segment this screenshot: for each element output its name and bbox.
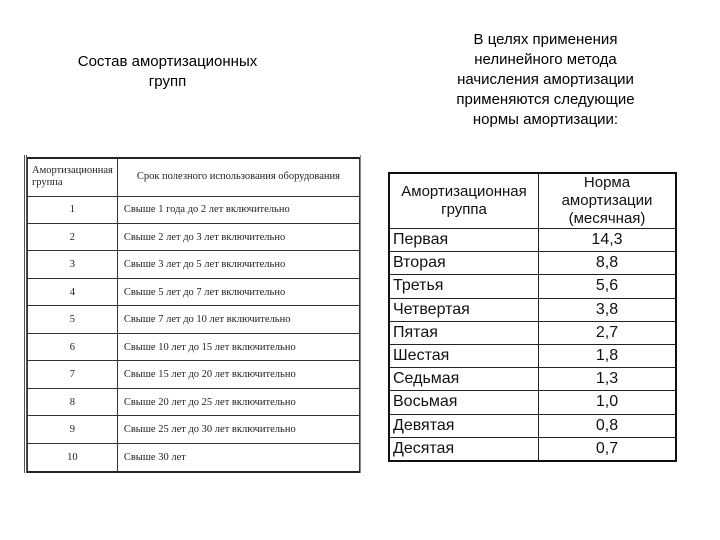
depreciation-rates-table [388, 172, 677, 462]
depreciation-groups-table [27, 157, 360, 473]
table-row [389, 368, 676, 391]
group-number: 1 [28, 196, 118, 223]
group-number: 4 [28, 278, 118, 305]
rate-value: 1,8 [539, 344, 677, 367]
right-title-line3: начисления амортизации [457, 71, 634, 88]
header-norm-line2: (месячная) [568, 210, 646, 227]
table-row [28, 388, 360, 415]
header-term: Срок полезного использования оборудования [117, 158, 359, 196]
group-number: 9 [28, 416, 118, 443]
rate-value: 1,3 [539, 368, 677, 391]
rate-value: 3,8 [539, 298, 677, 321]
table-header-row [389, 173, 676, 229]
group-number: 7 [28, 361, 118, 388]
useful-life: Свыше 7 лет до 10 лет включительно [117, 306, 359, 333]
rate-value: 2,7 [539, 321, 677, 344]
group-name: Седьмая [389, 368, 539, 391]
useful-life: Свыше 1 года до 2 лет включительно [117, 196, 359, 223]
left-title-line1: Состав амортизационных [77, 53, 258, 70]
table-row [389, 391, 676, 414]
left-title [40, 52, 295, 92]
table-header-row [28, 158, 360, 196]
group-name: Шестая [389, 344, 539, 367]
group-number: 5 [28, 306, 118, 333]
table-row [28, 333, 360, 360]
useful-life: Свыше 2 лет до 3 лет включительно [117, 223, 359, 250]
group-number: 6 [28, 333, 118, 360]
useful-life: Свыше 15 лет до 20 лет включительно [117, 361, 359, 388]
right-title-line2: нелинейного метода [474, 51, 617, 68]
header-group-line2: группа [441, 201, 487, 218]
table-row [389, 229, 676, 252]
table-row [28, 278, 360, 305]
table-row [389, 298, 676, 321]
useful-life: Свыше 3 лет до 5 лет включительно [117, 251, 359, 278]
left-title-line2: групп [148, 73, 187, 90]
header-norm [539, 173, 677, 229]
useful-life: Свыше 25 лет до 30 лет включительно [117, 416, 359, 443]
right-title-line5: нормы амортизации: [472, 111, 619, 128]
group-name: Четвертая [389, 298, 539, 321]
table-row [389, 344, 676, 367]
header-group [389, 173, 539, 229]
right-title-line4: применяются следующие [456, 91, 635, 108]
rate-value: 5,6 [539, 275, 677, 298]
header-norm-line1: Норма амортизации [561, 174, 653, 209]
useful-life: Свыше 20 лет до 25 лет включительно [117, 388, 359, 415]
header-group-line1: Амортизационная [401, 183, 527, 200]
group-name: Девятая [389, 414, 539, 437]
table-row [389, 437, 676, 461]
group-name: Десятая [389, 437, 539, 461]
header-group: Амортизационная группа [28, 158, 118, 196]
group-number: 10 [28, 443, 118, 472]
group-name: Первая [389, 229, 539, 252]
group-name: Вторая [389, 252, 539, 275]
group-name: Третья [389, 275, 539, 298]
rate-value: 14,3 [539, 229, 677, 252]
table-row [28, 443, 360, 472]
table-row [28, 306, 360, 333]
table-row [28, 416, 360, 443]
group-number: 2 [28, 223, 118, 250]
rate-value: 0,8 [539, 414, 677, 437]
useful-life: Свыше 10 лет до 15 лет включительно [117, 333, 359, 360]
group-number: 8 [28, 388, 118, 415]
group-name: Восьмая [389, 391, 539, 414]
right-title-line1: В целях применения [473, 31, 618, 48]
table-row [389, 414, 676, 437]
table-row [28, 196, 360, 223]
useful-life: Свыше 5 лет до 7 лет включительно [117, 278, 359, 305]
group-number: 3 [28, 251, 118, 278]
right-title [418, 30, 673, 130]
table-row [28, 361, 360, 388]
table-row [28, 251, 360, 278]
table-row [389, 252, 676, 275]
table-row [389, 275, 676, 298]
table-row [28, 223, 360, 250]
rate-value: 0,7 [539, 437, 677, 461]
group-name: Пятая [389, 321, 539, 344]
table-row [389, 321, 676, 344]
rate-value: 1,0 [539, 391, 677, 414]
rate-value: 8,8 [539, 252, 677, 275]
useful-life: Свыше 30 лет [117, 443, 359, 472]
